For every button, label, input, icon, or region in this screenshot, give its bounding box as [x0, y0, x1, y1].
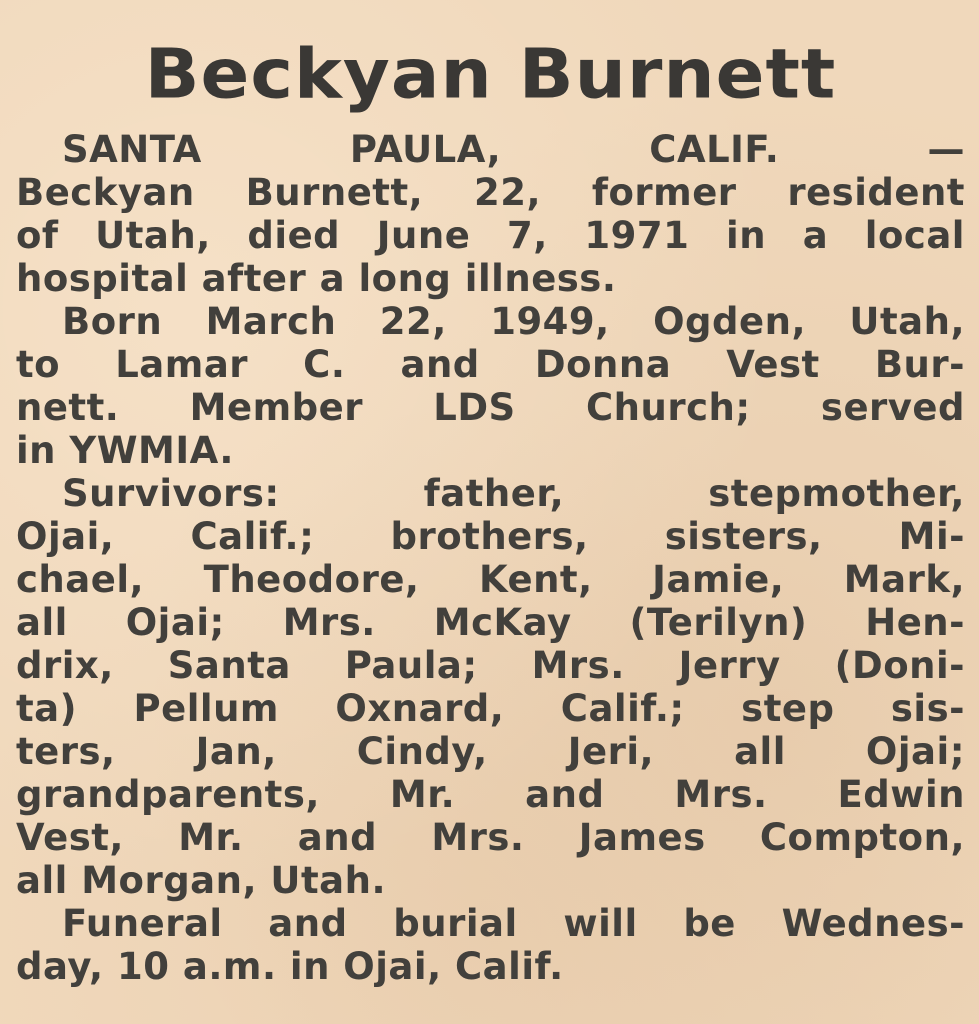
body-line: ters, Jan, Cindy, Jeri, all Ojai;	[16, 730, 965, 773]
body-line: ta) Pellum Oxnard, Calif.; step sis-	[16, 687, 965, 730]
body-line: Beckyan Burnett, 22, former resident	[16, 171, 965, 214]
body-line: of Utah, died June 7, 1971 in a local	[16, 214, 965, 257]
obituary-body	[16, 128, 965, 988]
dateline: SANTA PAULA, CALIF. —	[62, 128, 965, 171]
body-line: drix, Santa Paula; Mrs. Jerry (Doni-	[16, 644, 965, 687]
body-line: Survivors: father, stepmother,	[62, 472, 965, 515]
body-line: nett. Member LDS Church; served	[16, 386, 965, 429]
body-line: day, 10 a.m. in Ojai, Calif.	[16, 945, 564, 988]
body-line: hospital after a long illness.	[16, 257, 617, 300]
body-line: Ojai, Calif.; brothers, sisters, Mi-	[16, 515, 965, 558]
body-line: all Morgan, Utah.	[16, 859, 387, 902]
body-line: grandparents, Mr. and Mrs. Edwin	[16, 773, 965, 816]
body-line: Born March 22, 1949, Ogden, Utah,	[62, 300, 965, 343]
body-line: chael, Theodore, Kent, Jamie, Mark,	[16, 558, 965, 601]
body-line: to Lamar C. and Donna Vest Bur-	[16, 343, 965, 386]
body-line: in YWMIA.	[16, 429, 234, 472]
body-line: all Ojai; Mrs. McKay (Terilyn) Hen-	[16, 601, 965, 644]
obituary-headline: Beckyan Burnett	[144, 34, 837, 114]
body-line: Vest, Mr. and Mrs. James Compton,	[16, 816, 965, 859]
body-line: Funeral and burial will be Wednes-	[62, 902, 965, 945]
